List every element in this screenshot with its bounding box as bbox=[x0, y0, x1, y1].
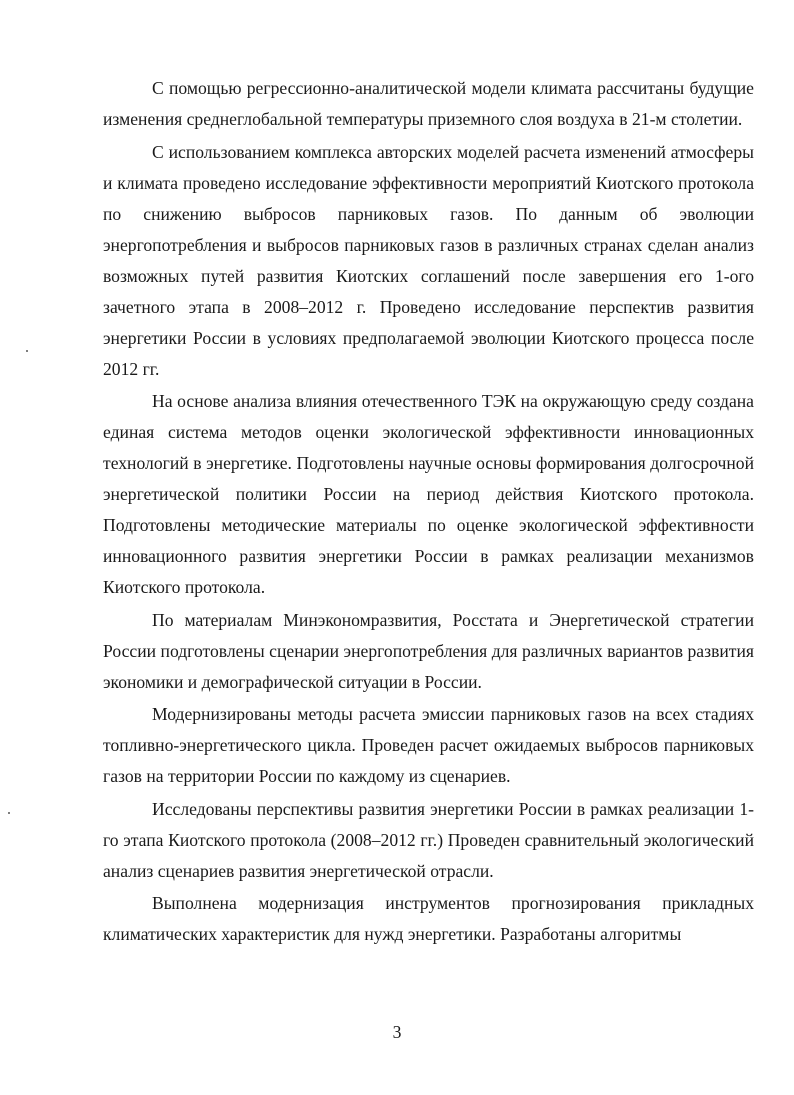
scan-speck bbox=[26, 350, 28, 352]
scan-speck bbox=[8, 812, 10, 814]
paragraph-3: На основе анализа влияния отечественного ТЭК на окружающую среду создана единая система методов оценки экологической эффективности инновационных технологий в энергетике. Подготовлены научные основы формирования долгосрочной энергетической политики России на период действия Киотского протокола. Подготовлены методические материалы по оценке экологической эффективности инновационного развития энергетики России в рамках реализации механизмов Киотского протокола. bbox=[103, 391, 754, 597]
paragraph-6: Исследованы перспективы развития энергетики России в рамках реализации 1-го этапа Киотского протокола (2008–2012 гг.) Проведен сравнительный экологический анализ сценариев развития энергетической отрасли. bbox=[103, 798, 754, 881]
paragraph-4: По материалам Минэкономразвития, Росстата и Энергетической стратегии России подготовлены сценарии энергопотребления для различных вариантов развития экономики и демографической ситуации в России. bbox=[103, 609, 754, 692]
paragraph-5: Модернизированы методы расчета эмиссии парниковых газов на всех стадиях топливно-энергетического цикла. Проведен расчет ожидаемых выбросов парниковых газов на территории России по каждому из сценариев. bbox=[103, 704, 754, 786]
body-text bbox=[103, 73, 754, 952]
page-number: 3 bbox=[392, 1022, 402, 1042]
paragraph-2: С использованием комплекса авторских моделей расчета изменений атмосферы и климата проведено исследование эффективности мероприятий Киотского протокола по снижению выбросов парниковых газов. По данным об эволюции энергопотребления и выбросов парниковых газов в различных странах сделан анализ возможных путей развития Киотских соглашений после завершения его 1-ого зачетного этапа в 2008–2012 г. Проведено исследование перспектив развития энергетики России в условиях предполагаемой эволюции Киотского процесса после 2012 гг. bbox=[103, 141, 754, 379]
paragraph-7: Выполнена модернизация инструментов прогнозирования прикладных климатических характеристик для нужд энергетики. Разработаны алгоритмы bbox=[103, 893, 754, 944]
paragraph-1: С помощью регрессионно-аналитической модели климата рассчитаны будущие изменения среднеглобальной температуры приземного слоя воздуха в 21-м столетии. bbox=[103, 78, 754, 129]
